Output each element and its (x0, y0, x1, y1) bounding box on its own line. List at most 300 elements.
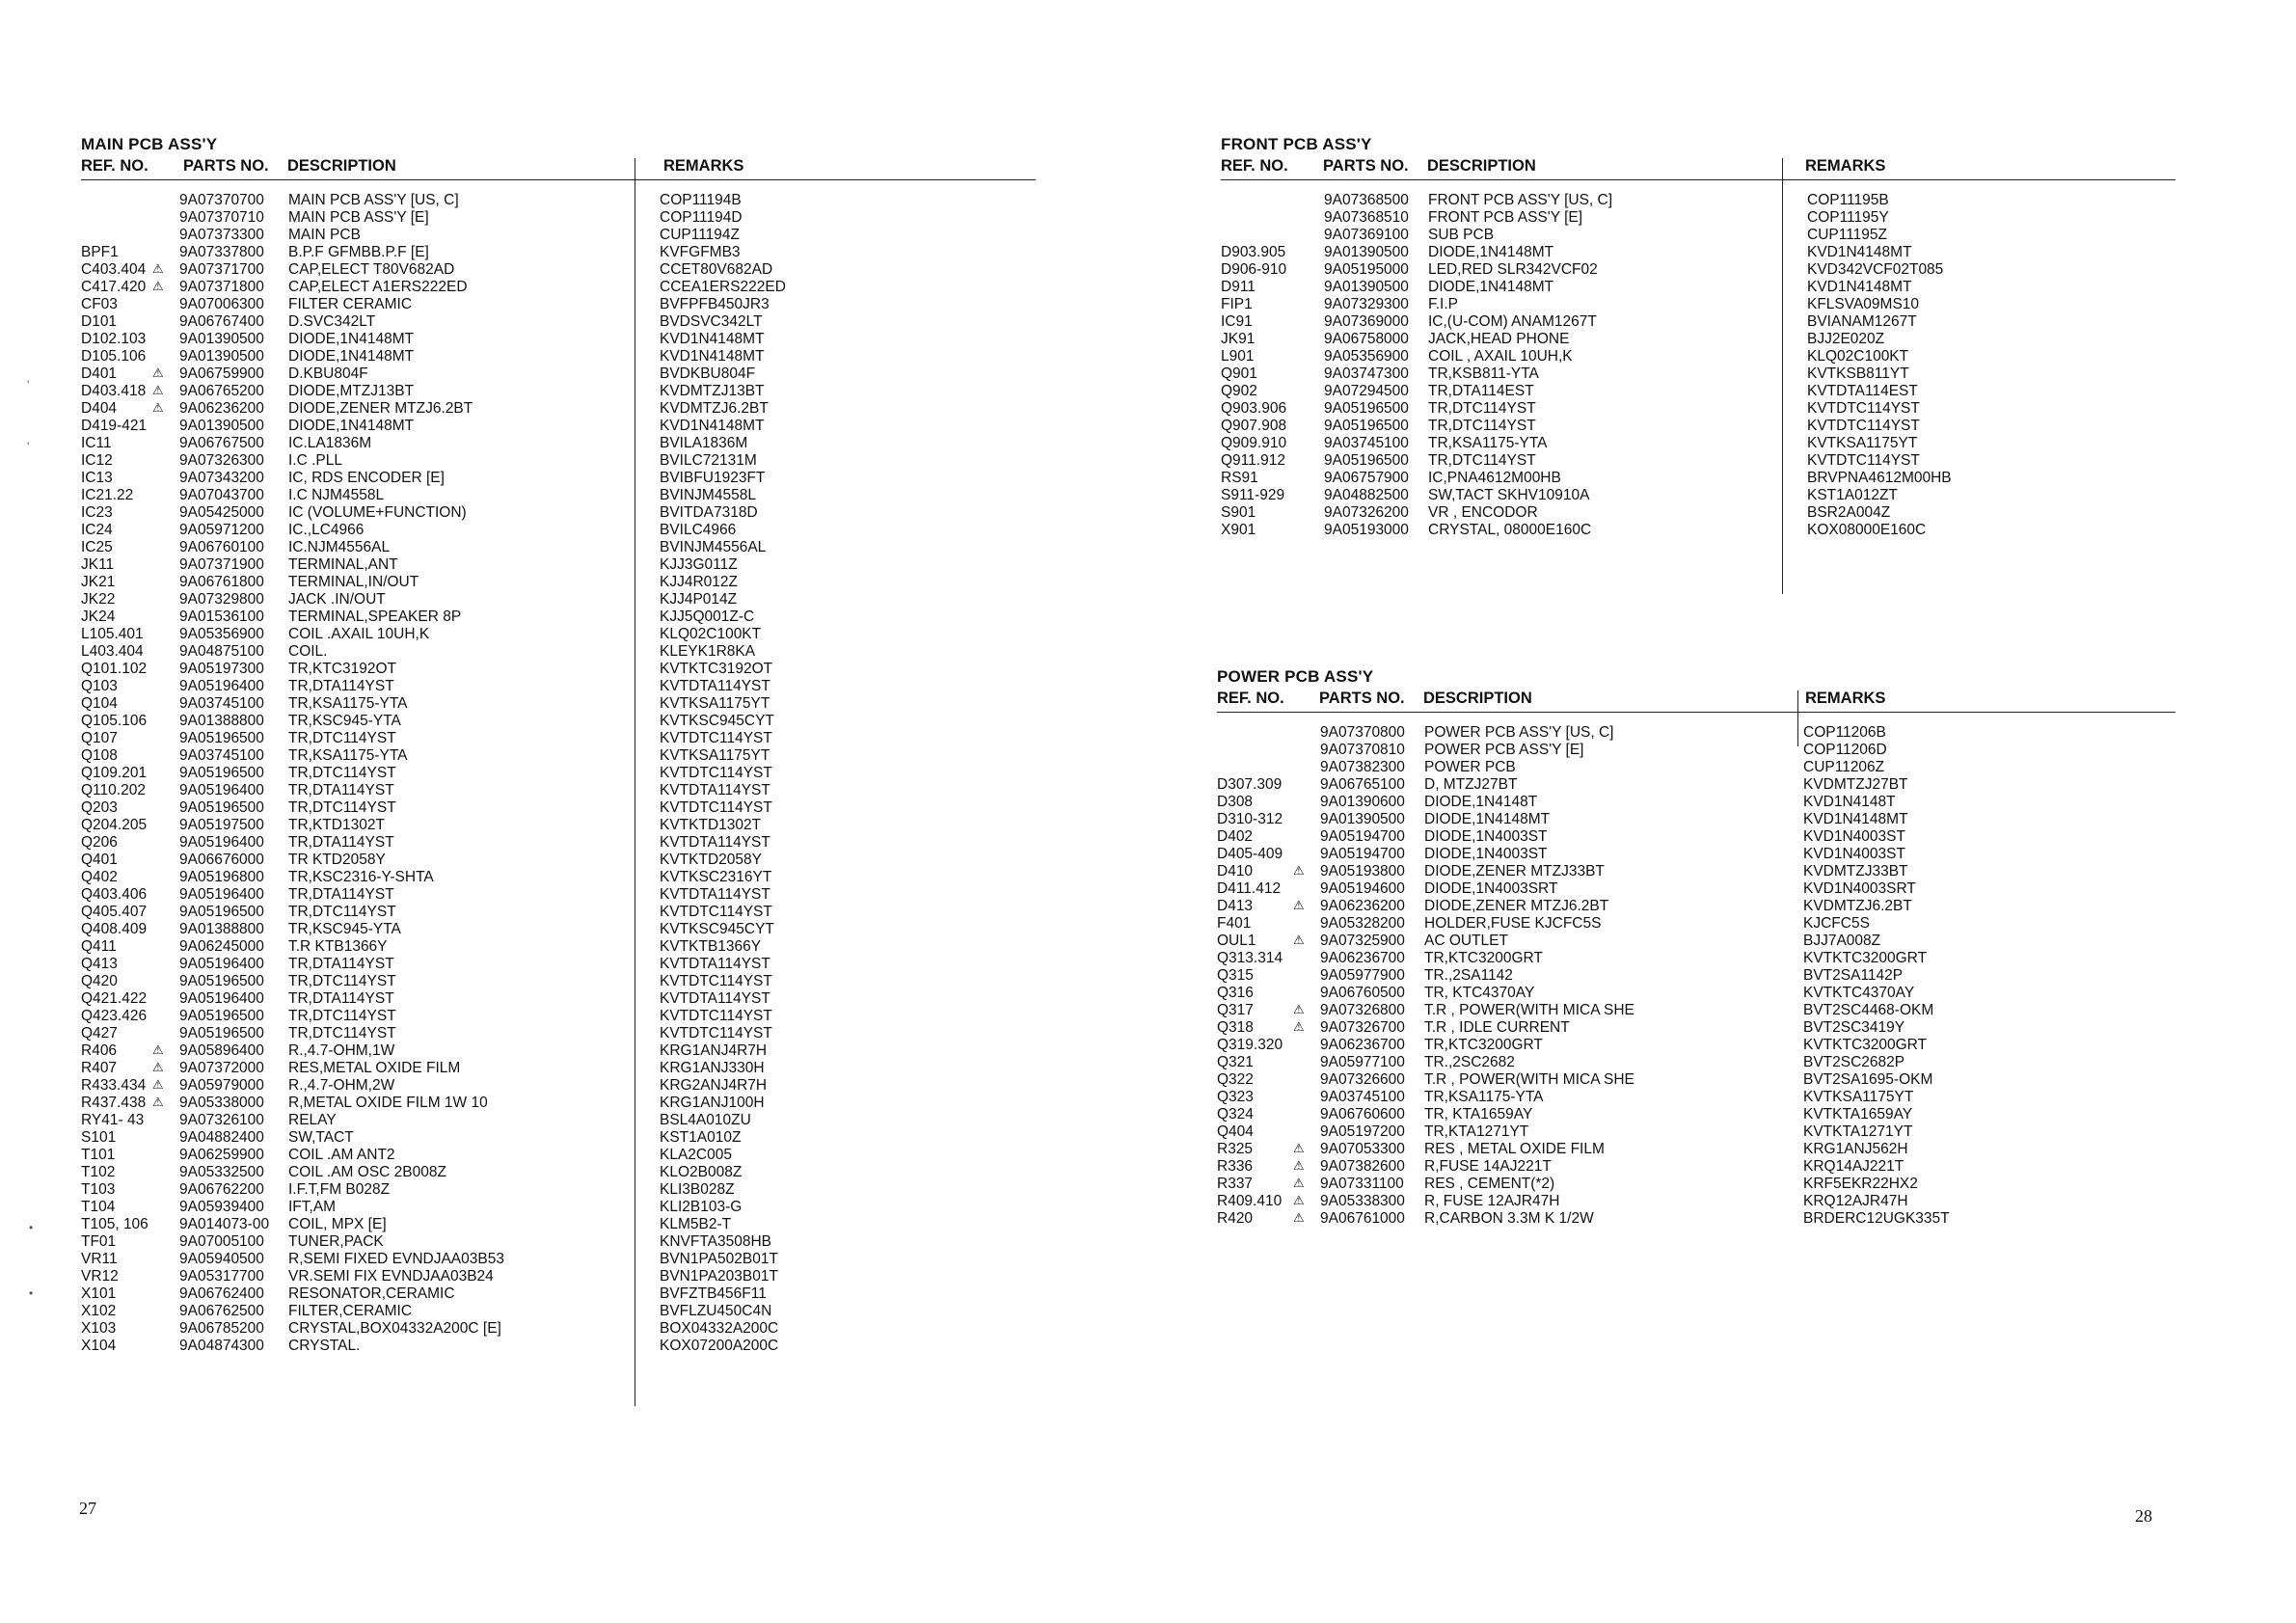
remarks-cell: KVD1N4148MT (660, 418, 765, 434)
description-cell: R,SEMI FIXED EVNDJAA03B53 (288, 1251, 504, 1267)
ref-cell: Q324 (1217, 1106, 1254, 1123)
remarks-cell: CCET80V682AD (660, 261, 773, 278)
remarks-cell: KOX07200A200C (660, 1338, 779, 1354)
main-pcb-title: MAIN PCB ASS'Y (81, 135, 218, 153)
description-cell: COIL. (288, 643, 328, 660)
table-row (81, 279, 1036, 296)
part-number-cell: 9A05193800 (1320, 863, 1405, 879)
part-number-cell: 9A05338300 (1320, 1193, 1405, 1209)
header-part: PARTS NO. (1323, 157, 1409, 175)
description-cell: T.R , IDLE CURRENT (1424, 1019, 1570, 1036)
table-row (1217, 846, 2175, 863)
remarks-cell: BVIBFU1923FT (660, 470, 766, 486)
table-row (81, 730, 1036, 747)
remarks-cell: COP11194B (660, 192, 742, 208)
part-number-cell: 9A05196500 (179, 1008, 264, 1024)
description-cell: D.KBU804F (288, 365, 368, 382)
description-cell: TR,KTC3200GRT (1424, 1037, 1543, 1053)
warning-icon: ⚠ (1293, 1210, 1305, 1225)
warning-icon: ⚠ (1293, 1193, 1305, 1207)
ref-cell: D401 (81, 365, 118, 382)
part-number-cell: 9A07371800 (179, 279, 264, 295)
part-number-cell: 9A06245000 (179, 938, 264, 955)
part-number-cell: 9A04882400 (179, 1129, 264, 1146)
remarks-cell: BVIANAM1267T (1807, 313, 1917, 330)
description-cell: SW,TACT SKHV10910A (1428, 487, 1590, 503)
table-row (1217, 724, 2175, 742)
part-number-cell: 9A07294500 (1324, 383, 1409, 399)
header-part: PARTS NO. (1319, 690, 1405, 707)
remarks-cell: KRF5EKR22HX2 (1803, 1176, 1918, 1192)
part-number-cell: 9A07005100 (179, 1233, 264, 1250)
part-number-cell: 9A05196400 (179, 782, 264, 798)
table-row (1221, 487, 2175, 504)
part-number-cell: 9A05194700 (1320, 846, 1405, 862)
description-cell: VR.SEMI FIX EVNDJAA03B24 (288, 1268, 494, 1285)
remarks-cell: CUP11194Z (660, 227, 740, 243)
ref-cell: Q401 (81, 852, 118, 868)
table-row (1221, 227, 2175, 244)
description-cell: DIODE,1N4003ST (1424, 828, 1548, 845)
ref-cell: D402 (1217, 828, 1254, 845)
description-cell: TR,DTC114YST (288, 973, 396, 989)
table-row (81, 539, 1036, 556)
ref-cell: TF01 (81, 1233, 117, 1250)
table-row (1217, 898, 2175, 915)
description-cell: TR,KSA1175-YTA (1424, 1089, 1544, 1105)
table-row (81, 435, 1036, 452)
ref-cell: L403.404 (81, 643, 144, 660)
ref-cell: R433.434 (81, 1077, 147, 1094)
table-row (81, 1112, 1036, 1129)
table-row (1221, 504, 2175, 522)
remarks-cell: KVTKSA1175YT (660, 747, 770, 764)
table-row (1221, 296, 2175, 313)
description-cell: TERMINAL,IN/OUT (288, 574, 419, 590)
table-row (1217, 1002, 2175, 1019)
part-number-cell: 9A05196400 (179, 886, 264, 903)
table-row (81, 1233, 1036, 1251)
part-number-cell: 9A05356900 (179, 626, 264, 642)
remarks-cell: BVILC72131M (660, 452, 757, 469)
margin-mark: ' (27, 378, 30, 392)
ref-cell: X101 (81, 1285, 117, 1302)
table-row (1221, 209, 2175, 227)
part-number-cell: 9A03745100 (179, 695, 264, 712)
description-cell: CAP,ELECT A1ERS222ED (288, 279, 468, 295)
remarks-cell: BRDERC12UGK335T (1803, 1210, 1950, 1227)
description-cell: D, MTZJ27BT (1424, 776, 1518, 793)
ref-cell: D102.103 (81, 331, 147, 347)
ref-cell: D419-421 (81, 418, 148, 434)
description-cell: IC.LA1836M (288, 435, 372, 451)
ref-cell: S901 (1221, 504, 1256, 521)
remarks-cell: KVTKSC945CYT (660, 921, 774, 937)
table-row (81, 227, 1036, 244)
description-cell: HOLDER,FUSE KJCFC5S (1424, 915, 1602, 932)
ref-cell: X901 (1221, 522, 1256, 538)
description-cell: I.C NJM4558L (288, 487, 385, 503)
ref-cell: Q103 (81, 678, 118, 694)
table-row (81, 1303, 1036, 1320)
table-row (1221, 400, 2175, 418)
part-number-cell: 9A07043700 (179, 487, 264, 503)
description-cell: R,FUSE 14AJ221T (1424, 1158, 1552, 1175)
description-cell: TR,DTC114YST (288, 730, 396, 746)
part-number-cell: 9A05971200 (179, 522, 264, 538)
part-number-cell: 9A03745100 (1320, 1089, 1405, 1105)
description-cell: TR,DTA114EST (1428, 383, 1534, 399)
remarks-cell: KVTKTC3200GRT (1803, 1037, 1928, 1053)
table-row (1217, 933, 2175, 950)
remarks-cell: KJJ3G011Z (660, 556, 738, 573)
remarks-cell: KVTKTC3192OT (660, 661, 773, 677)
part-number-cell: 9A05196500 (1324, 452, 1409, 469)
part-number-cell: 9A07370810 (1320, 742, 1405, 758)
remarks-cell: KVTDTA114YST (660, 834, 770, 851)
remarks-cell: KVTDTC114YST (660, 904, 772, 920)
table-row (1217, 1176, 2175, 1193)
table-row (1221, 470, 2175, 487)
description-cell: TR,KSA1175-YTA (288, 695, 408, 712)
description-cell: TR,KTC3200GRT (1424, 950, 1543, 966)
ref-cell: Q907.908 (1221, 418, 1287, 434)
remarks-cell: KLO2B008Z (660, 1164, 743, 1180)
part-number-cell: 9A05979000 (179, 1077, 264, 1094)
table-row (81, 487, 1036, 504)
description-cell: TR,KSC945-YTA (288, 921, 401, 937)
ref-cell: C417.420 (81, 279, 147, 295)
part-number-cell: 9A05196500 (1324, 400, 1409, 417)
table-row (1221, 365, 2175, 383)
table-row (81, 261, 1036, 279)
table-row (81, 418, 1036, 435)
ref-cell: RY41- 43 (81, 1112, 145, 1128)
ref-cell: R437.438 (81, 1095, 147, 1111)
description-cell: TR,KTA1271YT (1424, 1123, 1529, 1140)
header-remarks: REMARKS (1805, 690, 1886, 707)
remarks-cell: KVD1N4148MT (1807, 279, 1912, 295)
front-pcb-section (1221, 135, 2175, 538)
ref-cell: D410 (1217, 863, 1254, 879)
ref-cell: D307.309 (1217, 776, 1283, 793)
description-cell: TR,DTA114YST (288, 782, 394, 798)
ref-cell: D413 (1217, 898, 1254, 914)
table-row (81, 1268, 1036, 1285)
table-row (1217, 967, 2175, 985)
remarks-cell: KVTKTC4370AY (1803, 985, 1915, 1001)
remarks-cell: KVDMTZJ27BT (1803, 776, 1908, 793)
remarks-cell: KLI2B103-G (660, 1199, 743, 1215)
part-number-cell: 9A06236200 (179, 400, 264, 417)
table-row (81, 609, 1036, 626)
warning-icon: ⚠ (1293, 1019, 1305, 1034)
power-pcb-title: POWER PCB ASS'Y (1217, 667, 1374, 686)
ref-cell: IC21.22 (81, 487, 134, 503)
remarks-cell: KVTDTC114YST (660, 1008, 772, 1024)
ref-cell: Q107 (81, 730, 118, 746)
description-cell: IC,(U-COM) ANAM1267T (1428, 313, 1597, 330)
header-desc: DESCRIPTION (1427, 157, 1536, 175)
remarks-cell: KRQ14AJ221T (1803, 1158, 1904, 1175)
table-row (1221, 192, 2175, 209)
description-cell: IC,PNA4612M00HB (1428, 470, 1561, 486)
ref-cell: VR11 (81, 1251, 118, 1267)
remarks-cell: KVTKSB811YT (1807, 365, 1909, 382)
description-cell: DIODE,1N4148MT (1428, 244, 1554, 260)
page-number-left: 27 (79, 1499, 96, 1518)
part-number-cell: 9A07337800 (179, 244, 264, 260)
ref-cell: Q105.106 (81, 713, 148, 729)
ref-cell: D906-910 (1221, 261, 1287, 278)
power-pcb-header (1217, 687, 2175, 713)
part-number-cell: 9A05196500 (179, 799, 264, 816)
remarks-cell: COP11206B (1803, 724, 1886, 741)
ref-cell: D911 (1221, 279, 1256, 295)
remarks-cell: KVTKTA1271YT (1803, 1123, 1913, 1140)
part-number-cell: 9A06767400 (179, 313, 264, 330)
ref-cell: Q403.406 (81, 886, 148, 903)
table-row (81, 886, 1036, 904)
remarks-cell: CCEA1ERS222ED (660, 279, 786, 295)
table-row (81, 522, 1036, 539)
part-number-cell: 9A01390500 (1320, 811, 1405, 827)
table-row (81, 1320, 1036, 1338)
table-row (1217, 915, 2175, 933)
table-row (81, 400, 1036, 418)
part-number-cell: 9A07369000 (1324, 313, 1409, 330)
description-cell: DIODE,1N4148MT (1428, 279, 1554, 295)
table-row (1217, 1141, 2175, 1158)
part-number-cell: 9A07368510 (1324, 209, 1409, 226)
table-row (81, 956, 1036, 973)
part-number-cell: 9A06259900 (179, 1147, 264, 1163)
description-cell: DIODE,ZENER MTZJ6.2BT (1424, 898, 1609, 914)
part-number-cell: 9A07326700 (1320, 1019, 1405, 1036)
table-row (81, 661, 1036, 678)
description-cell: TR,KSC945-YTA (288, 713, 401, 729)
description-cell: TR,KSA1175-YTA (288, 747, 408, 764)
table-row (81, 678, 1036, 695)
header-desc: DESCRIPTION (287, 157, 396, 175)
description-cell: T.R , POWER(WITH MICA SHE (1424, 1071, 1634, 1088)
description-cell: B.P.F GFMBB.P.F [E] (288, 244, 429, 260)
remarks-cell: BSL4A010ZU (660, 1112, 751, 1128)
part-number-cell: 9A05196500 (179, 730, 264, 746)
description-cell: DIODE,ZENER MTZJ6.2BT (288, 400, 473, 417)
part-number-cell: 9A05196400 (179, 990, 264, 1007)
ref-cell: JK11 (81, 556, 115, 573)
part-number-cell: 9A07370800 (1320, 724, 1405, 741)
ref-cell: Q323 (1217, 1089, 1254, 1105)
remarks-cell: BVFLZU450C4N (660, 1303, 772, 1319)
remarks-cell: BOX04332A200C (660, 1320, 779, 1337)
part-number-cell: 9A01390500 (1324, 279, 1409, 295)
header-remarks: REMARKS (663, 157, 744, 175)
remarks-cell: KVTDTC114YST (660, 1025, 772, 1041)
table-row (81, 921, 1036, 938)
warning-icon: ⚠ (1293, 1176, 1305, 1190)
margin-mark: ' (27, 440, 30, 453)
part-number-cell: 9A06236200 (1320, 898, 1405, 914)
part-number-cell: 9A05939400 (179, 1199, 264, 1215)
description-cell: TR,DTC114YST (1428, 418, 1536, 434)
remarks-cell: COP11195Y (1807, 209, 1889, 226)
part-number-cell: 9A01388800 (179, 713, 264, 729)
description-cell: TR,KSA1175-YTA (1428, 435, 1548, 451)
ref-cell: D403.418 (81, 383, 147, 399)
page-number-right: 28 (2135, 1506, 2152, 1526)
part-number-cell: 9A05196500 (179, 765, 264, 781)
part-number-cell: 9A01390500 (179, 331, 264, 347)
part-number-cell: 9A07053300 (1320, 1141, 1405, 1157)
warning-icon: ⚠ (1293, 933, 1305, 947)
part-number-cell: 9A07326300 (179, 452, 264, 469)
remarks-cell: BVFPFB450JR3 (660, 296, 770, 312)
table-row (1221, 331, 2175, 348)
remarks-cell: KVD342VCF02T085 (1807, 261, 1944, 278)
description-cell: FILTER CERAMIC (288, 296, 413, 312)
remarks-cell: KST1A012ZT (1807, 487, 1898, 503)
remarks-cell: KVTKSC945CYT (660, 713, 774, 729)
description-cell: IC.NJM4556AL (288, 539, 391, 555)
remarks-cell: BVILC4966 (660, 522, 737, 538)
part-number-cell: 9A06676000 (179, 852, 264, 868)
remarks-cell: KLQ02C100KT (1807, 348, 1909, 365)
ref-cell: C403.404 (81, 261, 147, 278)
description-cell: D.SVC342LT (288, 313, 376, 330)
remarks-cell: BVFZTB456F11 (660, 1285, 767, 1302)
description-cell: IFT,AM (288, 1199, 337, 1215)
remarks-cell: KVTDTA114YST (660, 782, 770, 798)
description-cell: DIODE,1N4148MT (288, 331, 415, 347)
remarks-cell: BVN1PA502B01T (660, 1251, 778, 1267)
description-cell: TR, KTA1659AY (1424, 1106, 1533, 1123)
part-number-cell: 9A01390500 (1324, 244, 1409, 260)
part-number-cell: 9A05940500 (179, 1251, 264, 1267)
ref-cell: R337 (1217, 1176, 1254, 1192)
part-number-cell: 9A05196400 (179, 834, 264, 851)
description-cell: FILTER,CERAMIC (288, 1303, 413, 1319)
remarks-cell: BVT2SA1695-OKM (1803, 1071, 1933, 1088)
description-cell: COIL, MPX [E] (288, 1216, 387, 1232)
description-cell: IC (VOLUME+FUNCTION) (288, 504, 467, 521)
part-number-cell: 9A06767500 (179, 435, 264, 451)
remarks-cell: KJCFC5S (1803, 915, 1870, 932)
front-pcb-header (1221, 154, 2175, 180)
ref-cell: Q203 (81, 799, 118, 816)
part-number-cell: 9A07371700 (179, 261, 264, 278)
ref-cell: R407 (81, 1060, 118, 1076)
part-number-cell: 9A05977900 (1320, 967, 1405, 984)
ref-cell: Q109.201 (81, 765, 148, 781)
warning-icon: ⚠ (152, 1095, 164, 1109)
part-number-cell: 9A01536100 (179, 609, 264, 625)
description-cell: LED,RED SLR342VCF02 (1428, 261, 1598, 278)
part-number-cell: 9A05194600 (1320, 880, 1405, 897)
remarks-cell: KVD1N4003ST (1803, 828, 1905, 845)
description-cell: TERMINAL,ANT (288, 556, 398, 573)
table-row (81, 1042, 1036, 1060)
remarks-cell: BVT2SC2682P (1803, 1054, 1905, 1070)
part-number-cell: 9A05196500 (179, 973, 264, 989)
table-row (81, 244, 1036, 261)
header-ref: REF. NO. (1217, 690, 1284, 707)
part-number-cell: 9A05197500 (179, 817, 264, 833)
part-number-cell: 9A01390600 (1320, 794, 1405, 810)
description-cell: MAIN PCB ASS'Y [US, C] (288, 192, 459, 208)
ref-cell: Q427 (81, 1025, 118, 1041)
description-cell: DIODE,ZENER MTZJ33BT (1424, 863, 1605, 879)
part-number-cell: 9A05425000 (179, 504, 264, 521)
table-row (1217, 828, 2175, 846)
remarks-cell: KRG1ANJ100H (660, 1095, 765, 1111)
description-cell: IC, RDS ENCODER [E] (288, 470, 445, 486)
ref-cell: T101 (81, 1147, 116, 1163)
remarks-cell: KVFGFMB3 (660, 244, 741, 260)
part-number-cell: 9A05356900 (1324, 348, 1409, 365)
remarks-cell: BJJ2E020Z (1807, 331, 1885, 347)
table-row (81, 1164, 1036, 1181)
description-cell: TR.,2SC2682 (1424, 1054, 1515, 1070)
table-row (81, 1285, 1036, 1303)
part-number-cell: 9A06765100 (1320, 776, 1405, 793)
table-row (1217, 742, 2175, 759)
description-cell: TR,DTA114YST (288, 886, 394, 903)
part-number-cell: 9A05896400 (179, 1042, 264, 1059)
remarks-cell: BVT2SC4468-OKM (1803, 1002, 1934, 1018)
remarks-cell: KLA2C005 (660, 1147, 732, 1163)
remarks-cell: KVTKTB1366Y (660, 938, 762, 955)
table-row (1221, 244, 2175, 261)
remarks-cell: BVDKBU804F (660, 365, 756, 382)
ref-cell: Q204.205 (81, 817, 148, 833)
table-row (81, 817, 1036, 834)
remarks-cell: KVTKSC2316YT (660, 869, 772, 885)
table-row (81, 1338, 1036, 1355)
ref-cell: D310-312 (1217, 811, 1283, 827)
table-row (81, 1077, 1036, 1095)
ref-cell: Q313.314 (1217, 950, 1283, 966)
ref-cell: RS91 (1221, 470, 1258, 486)
description-cell: JACK,HEAD PHONE (1428, 331, 1570, 347)
part-number-cell: 9A05196400 (179, 956, 264, 972)
ref-cell: D101 (81, 313, 118, 330)
table-row (81, 782, 1036, 799)
ref-cell: IC23 (81, 504, 113, 521)
table-row (81, 713, 1036, 730)
ref-cell: Q315 (1217, 967, 1254, 984)
ref-cell: T102 (81, 1164, 116, 1180)
ref-cell: OUL1 (1217, 933, 1256, 949)
warning-icon: ⚠ (1293, 1158, 1305, 1173)
remarks-cell: KVTKSA1175YT (1803, 1089, 1914, 1105)
ref-cell: D903.905 (1221, 244, 1286, 260)
ref-cell: Q413 (81, 956, 118, 972)
warning-icon: ⚠ (152, 383, 164, 397)
warning-icon: ⚠ (152, 279, 164, 293)
description-cell: F.I.P (1428, 296, 1459, 312)
ref-cell: D404 (81, 400, 118, 417)
part-number-cell: 9A03745100 (179, 747, 264, 764)
remarks-cell: KVDMTZJ33BT (1803, 863, 1908, 879)
table-row (1217, 1210, 2175, 1228)
ref-cell: IC24 (81, 522, 113, 538)
part-number-cell: 9A05328200 (1320, 915, 1405, 932)
ref-cell: Q322 (1217, 1071, 1254, 1088)
remarks-cell: KVTKTA1659AY (1803, 1106, 1913, 1123)
table-row (81, 1008, 1036, 1025)
